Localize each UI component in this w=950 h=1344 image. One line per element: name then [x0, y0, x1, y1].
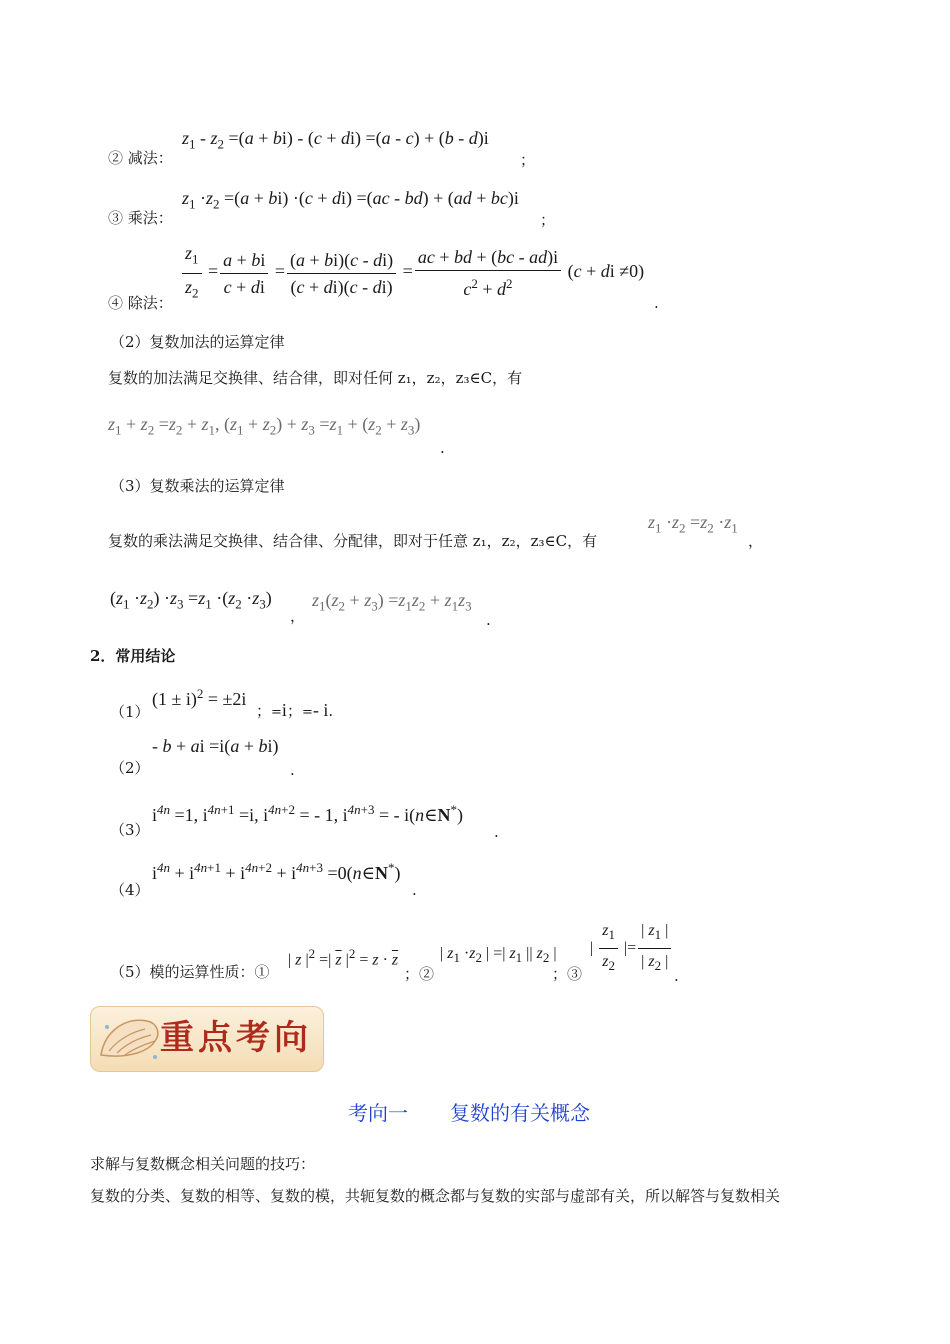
body-paragraph-2: 复数的分类、复数的相等、复数的模，共轭复数的概念都与复数的实部与虚部有关，所以解答与复数相关	[90, 1187, 781, 1205]
conclusion-4-label: （4）	[110, 881, 150, 899]
mul-law-text: 复数的乘法满足交换律、结合律、分配律，即对于任意 z₁，z₂，z₃∈C，有	[108, 532, 598, 550]
conclusion-2-formula: - b + ai =i(a + bi)	[152, 736, 279, 756]
modulus-sep-1: ；②	[404, 965, 435, 983]
multiplication-formula: $z_1 \cdot z_2 =(a + bi) \cdot(c + di) =(ac - bd) + (ad + bc)i$	[182, 188, 519, 212]
mul-law-end: .	[486, 611, 491, 629]
conclusions-title: 2．常用结论	[90, 647, 176, 665]
conclusion-5-label: （5）模的运算性质：①	[110, 963, 270, 981]
add-law-end: .	[440, 439, 445, 457]
conclusion-1-formula: $(1 \pm i)^2 = \pm 2i$	[152, 686, 247, 709]
modulus-property-1: | z $|^2$ =| $\overline{z}$ $|^2 = z \cdot \overline{z}$	[288, 946, 399, 969]
mul-law-title: （3）复数乘法的运算定律	[110, 477, 285, 495]
multiplication-end: ；	[540, 211, 556, 229]
modulus-end: .	[674, 967, 679, 985]
subtraction-formula: $z_1 - z_2 =(a + bi) - (c + di) =(a - c) + (b - d)i$	[182, 128, 489, 152]
mul-law-comma: ，	[748, 532, 764, 550]
conclusion-1-label: （1）	[110, 703, 150, 721]
add-law-title: （2）复数加法的运算定律	[110, 333, 285, 351]
conclusion-4-formula: $i^{4n} + i^{4n+1} + i^{4n+2} + i^{4n+3}$ =0(n∈N*)	[152, 860, 401, 883]
division-label: ④ 除法：	[108, 294, 173, 312]
modulus-property-2: | $z_1 \cdot z_2$ | =| $z_1$ || $z_2$ |	[440, 945, 557, 966]
conclusion-3-formula: $i^{4n} =1$, $i^{4n+1} =i$, $i^{4n+2}$ = - 1, $i^{4n+3}$ = - i(n∈N*)	[152, 802, 463, 825]
mul-law-sep: ，	[290, 607, 306, 625]
conclusion-1-rest: ；=i；=- i.	[256, 700, 334, 720]
subtraction-end: ；	[520, 151, 536, 169]
modulus-sep-2: ；③	[552, 965, 583, 983]
mul-law-distributive: $z_1(z_2 + z_3) =z_1z_2 + z_1z_3$	[312, 590, 472, 614]
body-paragraph-1: 求解与复数概念相关问题的技巧：	[90, 1155, 316, 1173]
conclusion-2-label: （2）	[110, 759, 150, 777]
shell-icon	[95, 1011, 165, 1067]
section-heading-number: 考向一	[348, 1101, 408, 1125]
division-formula: $\frac{z_1}{z_2}$ = $\frac{a + bi}{c + di}$ = $\frac{(a + bi)(c - di)}{(c + di)(c - di)}$ = $\frac{ac + bd + (bc - ad)i}{c^2 + d^2}$ (c + di ≠0)	[180, 242, 644, 304]
conclusion-3-label: （3）	[110, 821, 150, 839]
multiplication-label: ③ 乘法：	[108, 209, 173, 227]
add-law-text: 复数的加法满足交换律、结合律，即对任何 z₁，z₂，z₃∈C，有	[108, 369, 523, 387]
conclusion-4-end: .	[412, 881, 417, 899]
banner-title: 重点考向	[160, 1018, 312, 1058]
division-end: .	[654, 294, 659, 312]
mul-law-associative: $(z_1 \cdot z_2) \cdot z_3 =z_1 \cdot(z_2 \cdot z_3)$	[110, 588, 272, 612]
conclusion-3-end: .	[494, 823, 499, 841]
section-heading	[348, 1100, 590, 1126]
mul-law-commutative: $z_1 \cdot z_2 =z_2 \cdot z_1$	[648, 512, 738, 536]
conclusion-2-end: .	[290, 761, 295, 779]
add-law-formula: $z_1 + z_2 =z_2 + z_1$, $(z_1 + z_2) + z_3 =z_1 + (z_2 + z_3)$	[108, 414, 421, 438]
subtraction-label: ② 减法：	[108, 149, 173, 167]
section-heading-text: 复数的有关概念	[450, 1101, 590, 1125]
modulus-property-3: | $\frac{z_1}{z_2}$ |= $\frac{| z_1 |}{| z_2 |}$	[590, 920, 673, 977]
